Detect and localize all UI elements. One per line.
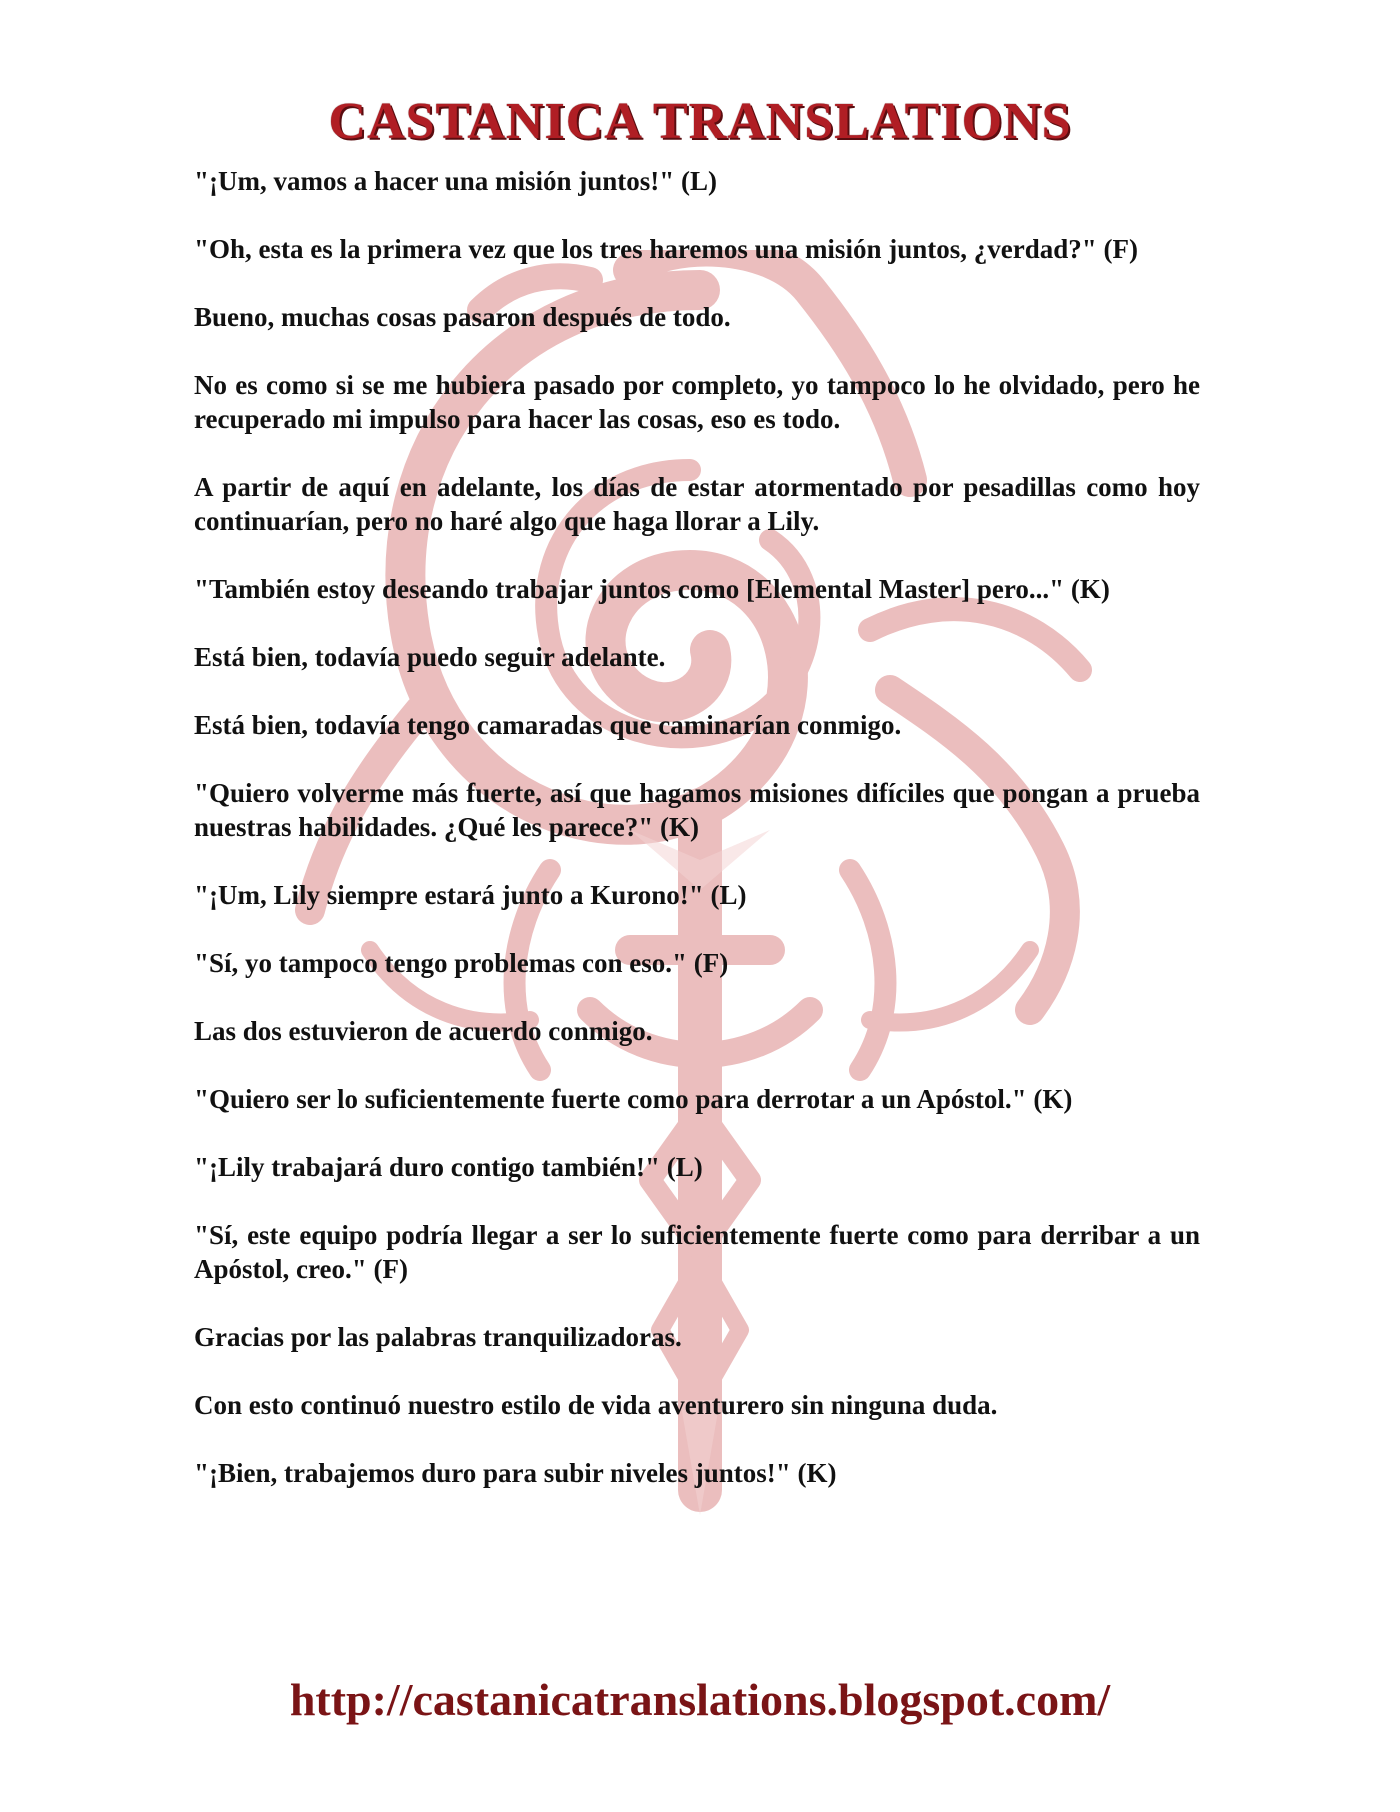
paragraph: Gracias por las palabras tranquilizadoras. — [194, 1322, 682, 1352]
paragraph: Las dos estuvieron de acuerdo conmigo. — [194, 1016, 653, 1046]
site-title: CASTANICA TRANSLATIONS — [328, 93, 1072, 150]
paragraph: "Sí, yo tampoco tengo problemas con eso." (F) — [194, 948, 729, 978]
paragraph: "También estoy deseando trabajar juntos como [Elemental Master] pero..." (K) — [194, 574, 1110, 604]
paragraph: A partir de aquí en adelante, los días de estar atormentado por pesadillas como hoy continuarían, pero no haré algo que haga llorar a Lily. — [194, 472, 1200, 536]
paragraph: "Oh, esta es la primera vez que los tres haremos una misión juntos, ¿verdad?" (F) — [194, 234, 1138, 264]
paragraph: Bueno, muchas cosas pasaron después de todo. — [194, 302, 731, 332]
paragraph: "Quiero volverme más fuerte, así que hagamos misiones difíciles que pongan a prueba nuestras habilidades. ¿Qué les parece?" (K) — [194, 778, 1200, 842]
paragraph: No es como si se me hubiera pasado por completo, yo tampoco lo he olvidado, pero he recuperado mi impulso para hacer las cosas, eso es todo. — [194, 370, 1200, 434]
paragraph: "Sí, este equipo podría llegar a ser lo suficientemente fuerte como para derribar a un Apóstol, creo." (F) — [194, 1220, 1200, 1284]
paragraph: Está bien, todavía tengo camaradas que caminarían conmigo. — [194, 710, 902, 740]
paragraph: "¡Um, Lily siempre estará junto a Kurono!" (L) — [194, 880, 747, 910]
footer-url-link[interactable]: http://castanicatranslations.blogspot.com/ — [289, 1674, 1111, 1725]
document-body — [194, 164, 1200, 1524]
paragraph: "Quiero ser lo suficientemente fuerte como para derrotar a un Apóstol." (K) — [194, 1084, 1073, 1114]
paragraph: "¡Bien, trabajemos duro para subir niveles juntos!" (K) — [194, 1458, 837, 1488]
paragraph: Con esto continuó nuestro estilo de vida aventurero sin ninguna duda. — [194, 1390, 998, 1420]
paragraph: "¡Lily trabajará duro contigo también!" (L) — [194, 1152, 703, 1182]
paragraph: "¡Um, vamos a hacer una misión juntos!" (L) — [194, 166, 717, 196]
paragraph: Está bien, todavía puedo seguir adelante. — [194, 642, 666, 672]
